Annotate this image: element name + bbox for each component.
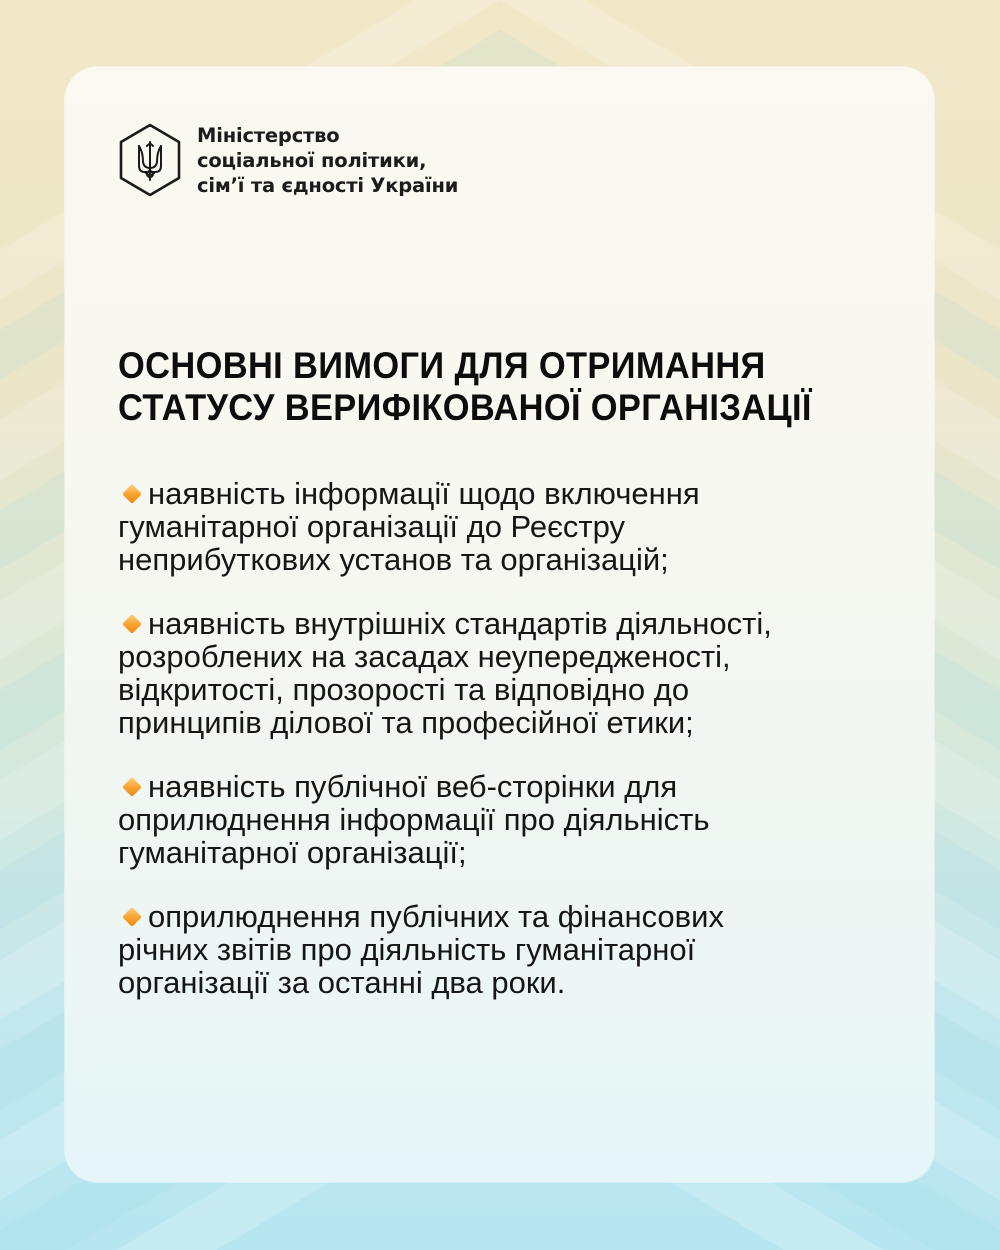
orange-diamond-bullet-icon (122, 777, 142, 797)
orange-diamond-bullet-icon (122, 614, 142, 634)
ministry-name (197, 123, 458, 198)
requirement-line (118, 770, 918, 803)
requirement-line: гуманітарної організації; (118, 835, 467, 870)
requirement-line: річних звітів про діяльність гуманітарної (118, 932, 696, 967)
ministry-name-line: Міністерство (197, 123, 340, 147)
requirement-text: наявність інформації щодо включення (148, 476, 700, 511)
trident-hexagon-emblem-icon (117, 122, 183, 198)
requirement-line: неприбуткових установ та організацій; (118, 542, 669, 577)
page-title (118, 345, 812, 429)
page-title-line: СТАТУСУ ВЕРИФІКОВАНОЇ ОРГАНІЗАЦІЇ (118, 387, 812, 428)
orange-diamond-bullet-icon (122, 484, 142, 504)
requirement-item (118, 607, 918, 739)
requirement-text: наявність публічної веб-сторінки для (148, 769, 678, 804)
requirement-text: наявність внутрішніх стандартів діяльності, (148, 606, 772, 641)
requirement-item (118, 900, 918, 999)
orange-diamond-bullet-icon (122, 907, 142, 927)
requirement-line: відкритості, прозорості та відповідно до (118, 672, 690, 707)
ministry-name-line: сім’ї та єдності України (197, 173, 459, 197)
requirement-line (118, 477, 918, 510)
page-title-line: ОСНОВНІ ВИМОГИ ДЛЯ ОТРИМАННЯ (118, 345, 766, 386)
requirement-line: організації за останні два роки. (118, 965, 566, 1000)
ministry-name-line: соціальної політики, (197, 148, 427, 172)
requirement-line: гуманітарної організації до Реєстру (118, 509, 626, 544)
requirement-line (118, 607, 918, 640)
requirement-line (118, 900, 918, 933)
requirement-line: принципів ділової та професійної етики; (118, 705, 694, 740)
requirement-text: оприлюднення публічних та фінансових (148, 899, 724, 934)
ministry-logo (117, 122, 458, 198)
requirement-item (118, 770, 918, 869)
requirement-line: оприлюднення інформації про діяльність (118, 802, 710, 837)
requirements-list (118, 477, 918, 1030)
requirement-item (118, 477, 918, 576)
requirement-line: розроблених на засадах неупередженості, (118, 639, 731, 674)
